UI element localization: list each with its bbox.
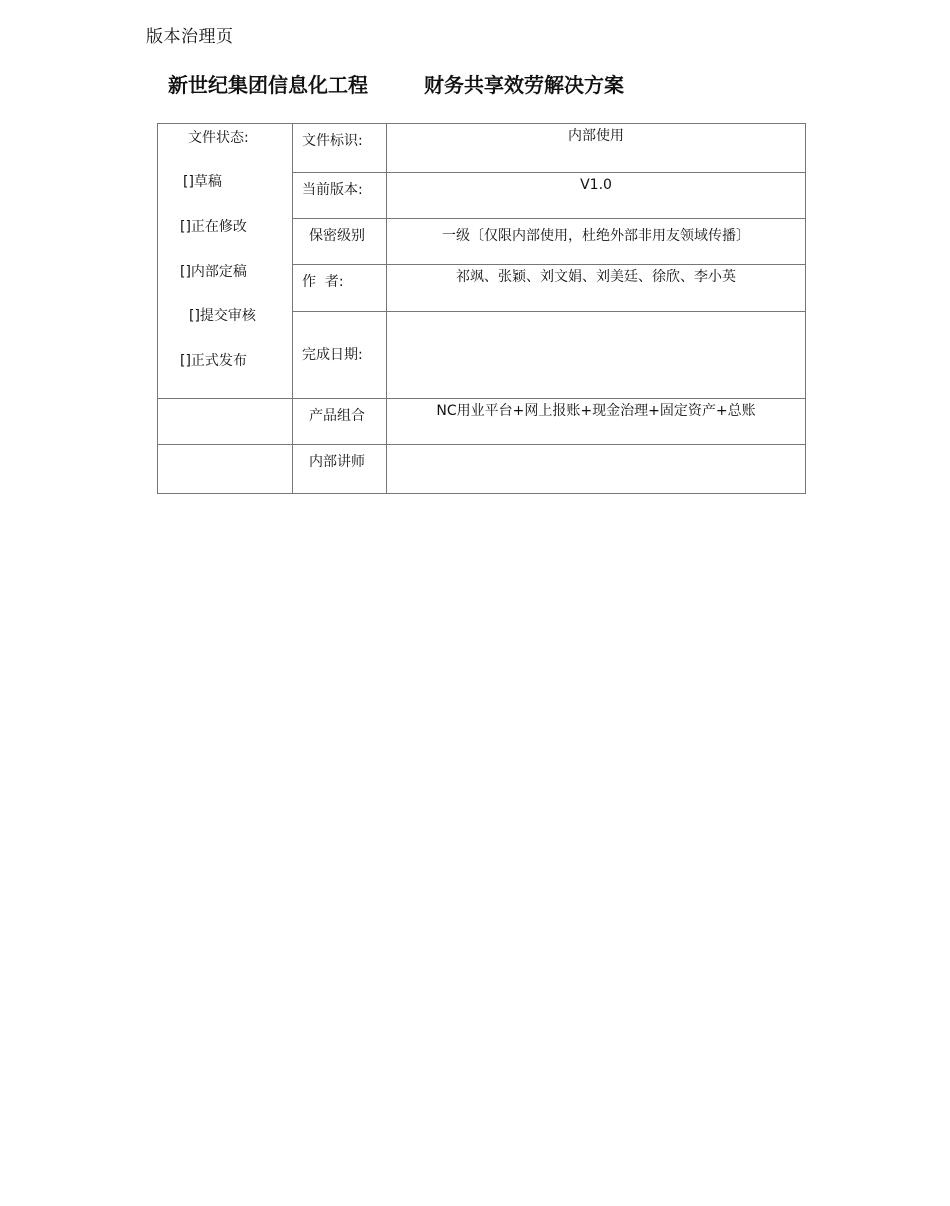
- author-value: 祁飒、张颖、刘文娟、刘美廷、徐欣、李小英: [387, 265, 806, 312]
- doc-id-label: 文件标识:: [293, 124, 387, 173]
- file-status-title: 文件状态:: [188, 130, 249, 146]
- file-status-cell: [158, 124, 293, 399]
- completion-date-label: 完成日期:: [293, 312, 387, 399]
- version-control-table: [157, 123, 806, 494]
- status-option-internal-final[interactable]: []内部定稿: [180, 264, 247, 280]
- doc-id-value: 内部使用: [387, 124, 806, 173]
- title-solution-name: 财务共享效劳解决方案: [424, 73, 624, 97]
- status-option-published[interactable]: []正式发布: [180, 353, 247, 369]
- security-level-label: 保密级别: [293, 219, 387, 265]
- product-blank-cell: [158, 399, 293, 445]
- status-option-draft[interactable]: []草稿: [183, 174, 222, 190]
- internal-trainer-value: [387, 445, 806, 494]
- product-combo-value: NC用业平台+网上报账+现金治理+固定资产+总账: [387, 399, 806, 445]
- trainer-blank-cell: [158, 445, 293, 494]
- author-label: 作 者:: [293, 265, 387, 312]
- security-level-value: 一级〔仅限内部使用，杜绝外部非用友领域传播〕: [387, 219, 806, 265]
- status-option-revising[interactable]: []正在修改: [180, 219, 247, 235]
- completion-date-value: [387, 312, 806, 399]
- title-project-name: 新世纪集团信息化工程: [168, 73, 368, 97]
- version-value: V1.0: [387, 173, 806, 219]
- page-header: 版本治理页: [146, 27, 234, 47]
- status-option-submit-review[interactable]: []提交审核: [189, 308, 256, 324]
- product-combo-label: 产品组合: [293, 399, 387, 445]
- document-title: [168, 72, 624, 98]
- internal-trainer-label: 内部讲师: [293, 445, 387, 494]
- version-label: 当前版本:: [293, 173, 387, 219]
